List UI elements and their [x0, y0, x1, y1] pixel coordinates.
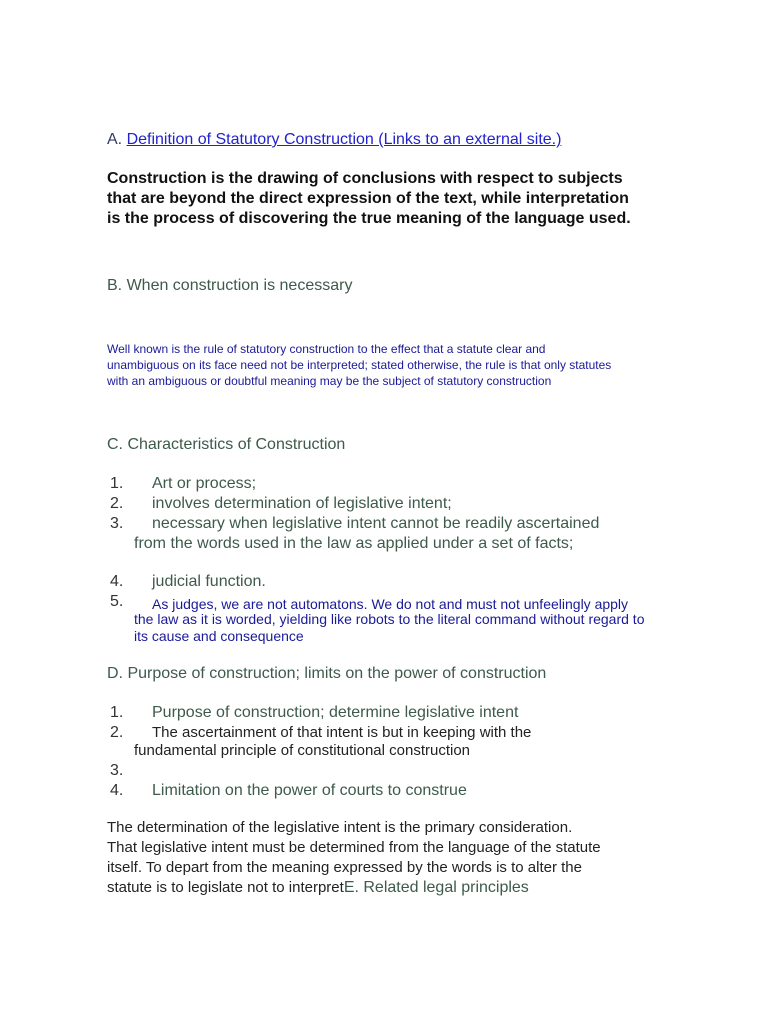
paragraph-line: That legislative intent must be determined from the language of the statute	[107, 839, 601, 856]
list-number: 3.	[110, 515, 124, 532]
list-text: Limitation on the power of courts to construe	[152, 782, 467, 799]
legislative-intent-paragraph	[107, 818, 667, 898]
list-number: 2.	[110, 495, 124, 512]
list-number: 5.	[110, 593, 124, 610]
definition-line: Construction is the drawing of conclusions with respect to subjects	[107, 170, 623, 187]
body-line: unambiguous on its face need not be interpreted; stated otherwise, the rule is that only statutes	[107, 358, 612, 372]
list-number: 3.	[110, 762, 124, 779]
body-line: Well known is the rule of statutory construction to the effect that a statute clear and	[107, 342, 546, 356]
definition-line: that are beyond the direct expression of the text, while interpretation	[107, 190, 629, 207]
section-c-heading: C. Characteristics of Construction	[107, 436, 346, 453]
statutory-construction-definition-link[interactable]: Definition of Statutory Construction (Links to an external site.)	[126, 131, 562, 148]
construction-definition	[107, 169, 667, 229]
paragraph-line: The determination of the legislative intent is the primary consideration.	[107, 819, 573, 836]
list-continuation: its cause and consequence	[134, 628, 304, 644]
section-a-prefix: A.	[107, 131, 127, 148]
list-text: Purpose of construction; determine legislative intent	[152, 704, 519, 721]
list-continuation: the law as it is worded, yielding like robots to the literal command without regard to	[134, 611, 645, 627]
list-number: 1.	[110, 475, 124, 492]
list-text: involves determination of legislative intent;	[152, 495, 452, 512]
paragraph-line	[107, 878, 667, 898]
list-text: Art or process;	[152, 475, 257, 492]
list-continuation: from the words used in the law as applied under a set of facts;	[134, 535, 574, 552]
section-b-heading: B. When construction is necessary	[107, 277, 353, 294]
list-number: 2.	[110, 724, 124, 741]
list-text: The ascertainment of that intent is but in keeping with the	[152, 724, 532, 741]
list-number: 1.	[110, 704, 124, 721]
list-text: necessary when legislative intent cannot be readily ascertained	[152, 515, 600, 532]
paragraph-line: itself. To depart from the meaning expressed by the words is to alter the	[107, 859, 582, 876]
list-number: 4.	[110, 573, 124, 590]
list-number: 4.	[110, 782, 124, 799]
list-continuation: fundamental principle of constitutional construction	[134, 742, 471, 759]
section-d-heading: D. Purpose of construction; limits on the power of construction	[107, 665, 547, 682]
section-b-body	[107, 341, 667, 389]
body-line: with an ambiguous or doubtful meaning may be the subject of statutory construction	[107, 374, 552, 388]
section-e-heading: E. Related legal principles	[343, 879, 529, 896]
paragraph-line-text: statute is to legislate not to interpret	[107, 879, 344, 896]
list-text: As judges, we are not automatons. We do not and must not unfeelingly apply	[152, 596, 629, 612]
list-text: judicial function.	[152, 573, 266, 590]
section-a-heading	[107, 130, 561, 150]
definition-line: is the process of discovering the true meaning of the language used.	[107, 210, 631, 227]
